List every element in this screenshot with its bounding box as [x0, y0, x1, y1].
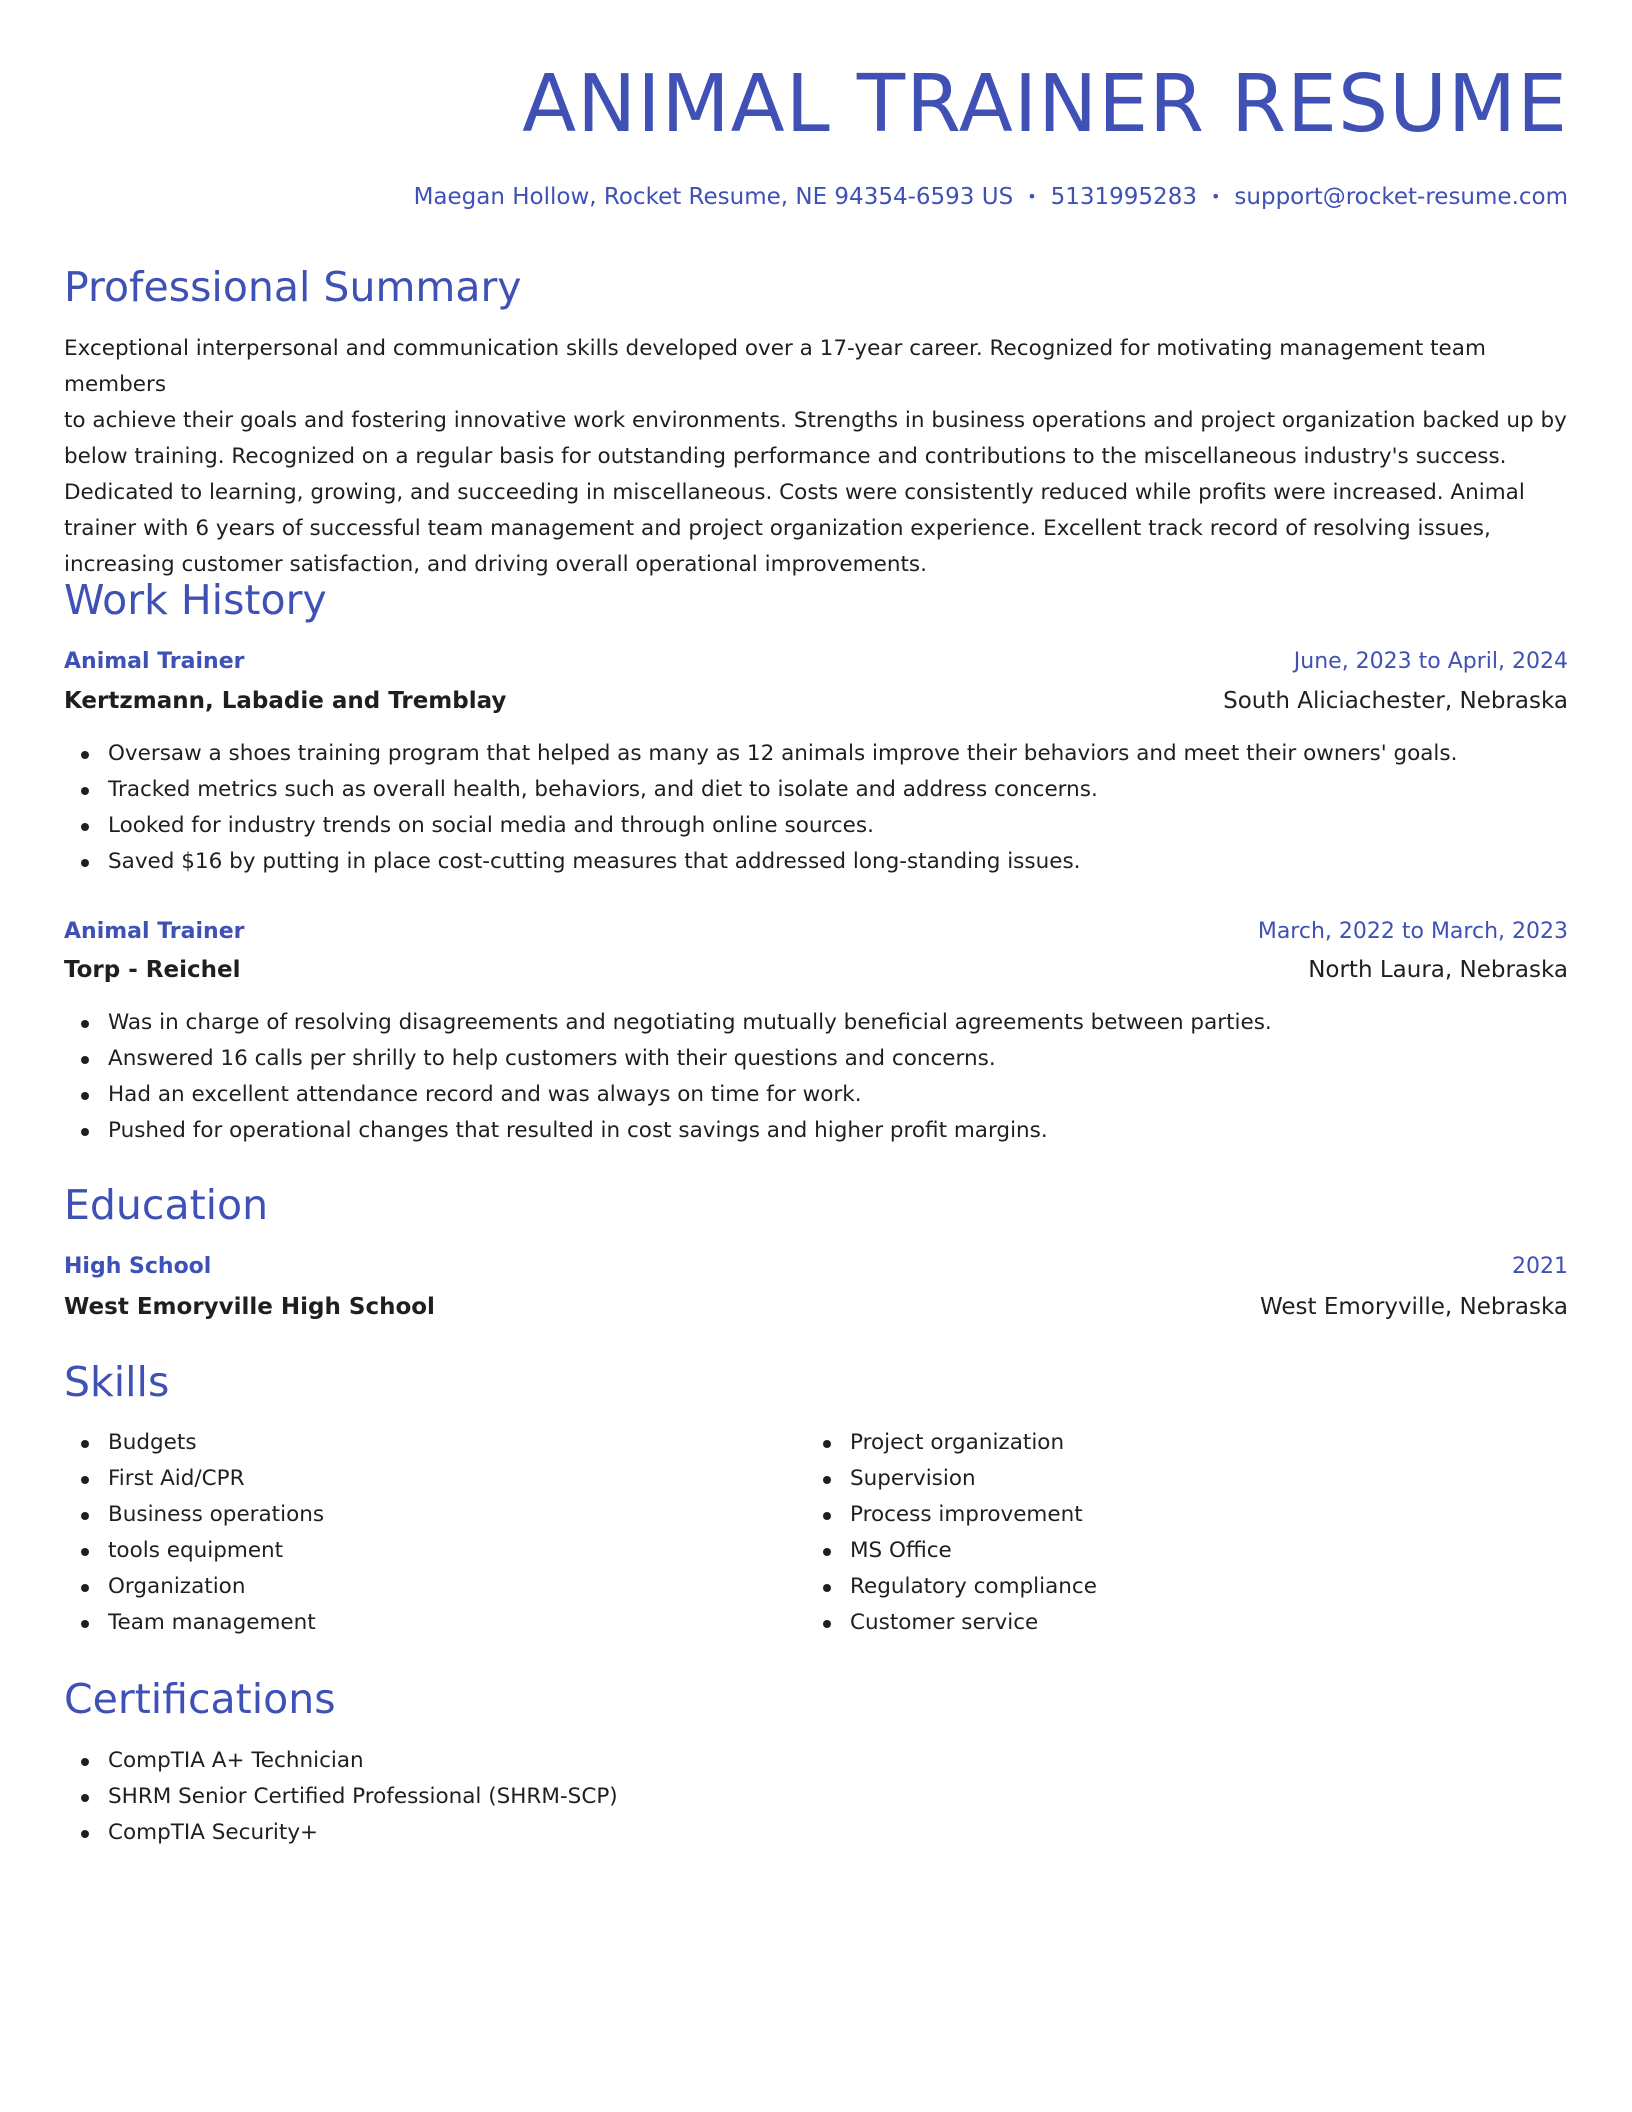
- skills-heading: Skills: [64, 1358, 170, 1406]
- job-location: North Laura, Nebraska: [1308, 957, 1568, 983]
- list-item: SHRM Senior Certified Professional (SHRM-SCP): [64, 1779, 618, 1815]
- contact-separator: •: [1210, 187, 1221, 206]
- summary-paragraph: [64, 331, 1568, 583]
- list-item: Supervision: [806, 1461, 1097, 1497]
- list-item: Was in charge of resolving disagreements and negotiating mutually beneficial agreements between parties.: [64, 1005, 1272, 1041]
- list-item: Saved $16 by putting in place cost-cutting measures that addressed long-standing issues.: [64, 844, 1457, 880]
- job-location: South Aliciachester, Nebraska: [1223, 688, 1568, 714]
- list-item: CompTIA A+ Technician: [64, 1743, 618, 1779]
- list-item: Team management: [64, 1605, 324, 1641]
- job-bullets: [64, 1005, 1272, 1149]
- contact-address: Maegan Hollow, Rocket Resume, NE 94354-6593 US: [413, 184, 1014, 210]
- list-item: Pushed for operational changes that resulted in cost savings and higher profit margins.: [64, 1113, 1272, 1149]
- list-item: Tracked metrics such as overall health, behaviors, and diet to isolate and address concerns.: [64, 772, 1457, 808]
- certifications-heading: Certifications: [64, 1675, 336, 1723]
- list-item: CompTIA Security+: [64, 1815, 618, 1851]
- work-history-heading: Work History: [64, 576, 327, 624]
- skills-list-left: [64, 1425, 324, 1641]
- education-header: [64, 1249, 1568, 1285]
- list-item: Process improvement: [806, 1497, 1097, 1533]
- job-title: Animal Trainer: [64, 649, 245, 674]
- job-company: Kertzmann, Labadie and Tremblay: [64, 688, 507, 714]
- job-dates: March, 2022 to March, 2023: [1257, 919, 1568, 944]
- education-degree: High School: [64, 1254, 212, 1279]
- summary-line: trainer with 6 years of successful team management and project organization experience. Excellent track record of resolving issues,: [64, 516, 1491, 541]
- job-employer-row: [64, 952, 1568, 988]
- list-item: Organization: [64, 1569, 324, 1605]
- job-header: [64, 644, 1568, 680]
- job-employer-row: [64, 683, 1568, 719]
- list-item: Business operations: [64, 1497, 324, 1533]
- job-dates: June, 2023 to April, 2024: [1293, 649, 1568, 674]
- list-item: Regulatory compliance: [806, 1569, 1097, 1605]
- certifications-list: [64, 1743, 618, 1851]
- list-item: Project organization: [806, 1425, 1097, 1461]
- list-item: tools equipment: [64, 1533, 324, 1569]
- summary-line: to achieve their goals and fostering innovative work environments. Strengths in business operations and project organization backed up by: [64, 408, 1567, 433]
- list-item: First Aid/CPR: [64, 1461, 324, 1497]
- education-school: West Emoryville High School: [64, 1294, 435, 1320]
- list-item: Had an excellent attendance record and was always on time for work.: [64, 1077, 1272, 1113]
- job-bullets: [64, 736, 1457, 880]
- contact-separator: •: [1027, 187, 1037, 206]
- education-location: West Emoryville, Nebraska: [1260, 1294, 1568, 1320]
- summary-line: Dedicated to learning, growing, and succeeding in miscellaneous. Costs were consistently reduced while profits were increased. Animal: [64, 480, 1525, 505]
- job-header: [64, 914, 1568, 950]
- summary-heading: Professional Summary: [64, 263, 522, 311]
- list-item: Budgets: [64, 1425, 324, 1461]
- job-title: Animal Trainer: [64, 919, 245, 944]
- summary-line: increasing customer satisfaction, and driving overall operational improvements.: [64, 552, 927, 577]
- job-company: Torp - Reichel: [64, 957, 241, 983]
- contact-phone: 5131995283: [1050, 184, 1197, 210]
- summary-line: Exceptional interpersonal and communication skills developed over a 17-year career. Recognized for motivating management team members: [64, 336, 1486, 397]
- education-heading: Education: [64, 1181, 269, 1229]
- contact-email: support@rocket-resume.com: [1234, 184, 1568, 210]
- list-item: Oversaw a shoes training program that helped as many as 12 animals improve their behaviors and meet their owners' goals.: [64, 736, 1457, 772]
- list-item: Customer service: [806, 1605, 1097, 1641]
- education-year: 2021: [1512, 1254, 1568, 1279]
- skills-list-right: [806, 1425, 1097, 1641]
- contact-line: [414, 180, 1568, 214]
- education-school-row: [64, 1289, 1568, 1325]
- summary-line: below training. Recognized on a regular basis for outstanding performance and contributions to the miscellaneous industry's success.: [64, 444, 1507, 469]
- list-item: Answered 16 calls per shrilly to help customers with their questions and concerns.: [64, 1041, 1272, 1077]
- list-item: Looked for industry trends on social media and through online sources.: [64, 808, 1457, 844]
- list-item: MS Office: [806, 1533, 1097, 1569]
- resume-title: ANIMAL TRAINER RESUME: [522, 58, 1568, 150]
